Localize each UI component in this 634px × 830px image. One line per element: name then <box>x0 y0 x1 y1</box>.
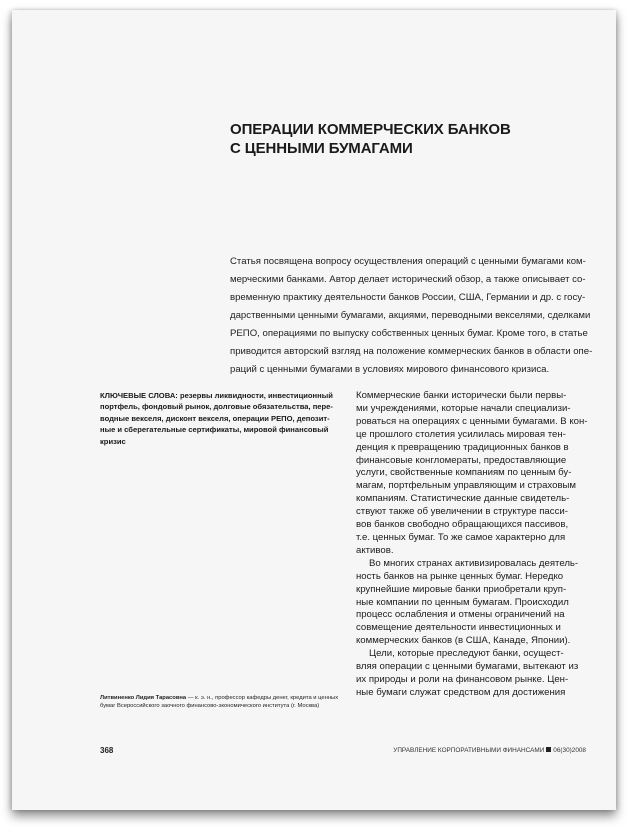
author-name: Литвиненко Лидия Тарасовна <box>100 695 187 701</box>
journal-name: УПРАВЛЕНИЕ КОРПОРАТИВНЫМИ ФИНАНСАМИ <box>393 747 545 754</box>
title-line: С ЦЕННЫМИ БУМАГАМИ <box>230 140 413 157</box>
body-line: компаниям. Статистические данные свидетель- <box>356 493 570 505</box>
body-line: ные компании по ценным бумагам. Происходил <box>356 596 569 608</box>
abstract-line: временную практику деятельности банков России, США, Германии и др. с госу- <box>230 292 586 303</box>
body-line: ные бумаги служат средством для достижения <box>356 686 566 698</box>
body-line: совмещение деятельности инвестиционных и <box>356 622 561 634</box>
author-note <box>100 694 340 711</box>
body-line: вов банков свободно обращающихся пассивов, <box>356 519 569 531</box>
keywords-line: портфель, фондовый рынок, долговые обязательства, пере- <box>100 402 333 412</box>
author-credentials: — к. э. н., профессор кафедры денег, кредита и ценных <box>186 695 339 701</box>
body-line: ми учреждениями, которые начали специализи- <box>356 402 571 414</box>
abstract-line: приводится авторский взгляд на положение коммерческих банков в области опе- <box>230 346 593 357</box>
author-line-1 <box>100 694 340 702</box>
journal-page <box>12 10 616 810</box>
abstract-line: мерческими банками. Автор делает исторический обзор, а также описывает со- <box>230 274 586 285</box>
body-line: магам, портфельным управляющим и страховым <box>356 480 577 492</box>
abstract-line: раций с ценными бумагами в условиях мирового финансового кризиса. <box>230 364 550 375</box>
body-line: их природы и роли на финансовом рынке. Цен- <box>356 673 569 685</box>
body-line: финансовые конгломераты, предоставляющие <box>356 454 567 466</box>
body-line: ность банков на рынке ценных бумаг. Нередко <box>356 570 564 582</box>
abstract-line: дарственными ценными бумагами, акциями, переводными векселями, сделками <box>230 310 591 321</box>
article-body <box>356 390 596 700</box>
keywords-line: КЛЮЧЕВЫЕ СЛОВА: резервы ликвидности, инвестиционный <box>100 391 333 400</box>
body-line: коммерческих банков (в США, Канаде, Японии). <box>356 635 571 647</box>
body-line: услуги, свойственные компаниям по ценным бу- <box>356 467 572 479</box>
body-line: Коммерческие банки исторически были первы- <box>356 390 567 401</box>
page-number: 368 <box>100 746 114 755</box>
article-title <box>230 120 570 158</box>
keywords-line: кризис <box>100 436 126 446</box>
body-line: денция к превращению традиционных банков в <box>356 441 569 453</box>
body-line: ствуют также об увеличении в структуре пасси- <box>356 506 568 518</box>
body-line: т.е. ценных бумаг. То же самое характерно для <box>356 531 566 543</box>
keywords-block <box>100 390 332 447</box>
body-line: роваться на операциях с ценными бумагами. В кон- <box>356 415 588 427</box>
square-bullet-icon <box>546 747 551 752</box>
body-line: крупнейшие мировые банки приобретали круп- <box>356 583 567 595</box>
body-line: вляя операции с ценными бумагами, вытекают из <box>356 661 579 673</box>
body-line: це прошлого столетия усилилась мировая тен- <box>356 428 566 440</box>
author-line-2: бумаг Всероссийского заочного финансово-экономического института (г. Москва) <box>100 703 320 710</box>
body-line: процесс ослабления и отмены ограничений на <box>356 609 565 621</box>
journal-issue: 06(30)2008 <box>553 747 586 754</box>
abstract-line: РЕПО, операциями по выпуску собственных ценных бумаг. Кроме того, в статье <box>230 328 588 339</box>
keywords-line: ные и сберегательные сертификаты, мировой финансовый <box>100 425 329 435</box>
journal-footer <box>393 747 586 754</box>
body-line: активов. <box>356 544 394 556</box>
article-abstract <box>230 253 596 379</box>
abstract-line: Статья посвящена вопросу осуществления операций с ценными бумагами ком- <box>230 256 586 267</box>
keywords-line: водные векселя, дисконт векселя, операции РЕПО, депозит- <box>100 413 330 423</box>
title-line: ОПЕРАЦИИ КОММЕРЧЕСКИХ БАНКОВ <box>230 121 511 138</box>
body-line: Цели, которые преследуют банки, осущест- <box>369 648 564 660</box>
body-line: Во многих странах активизировалась деятель- <box>369 557 579 569</box>
